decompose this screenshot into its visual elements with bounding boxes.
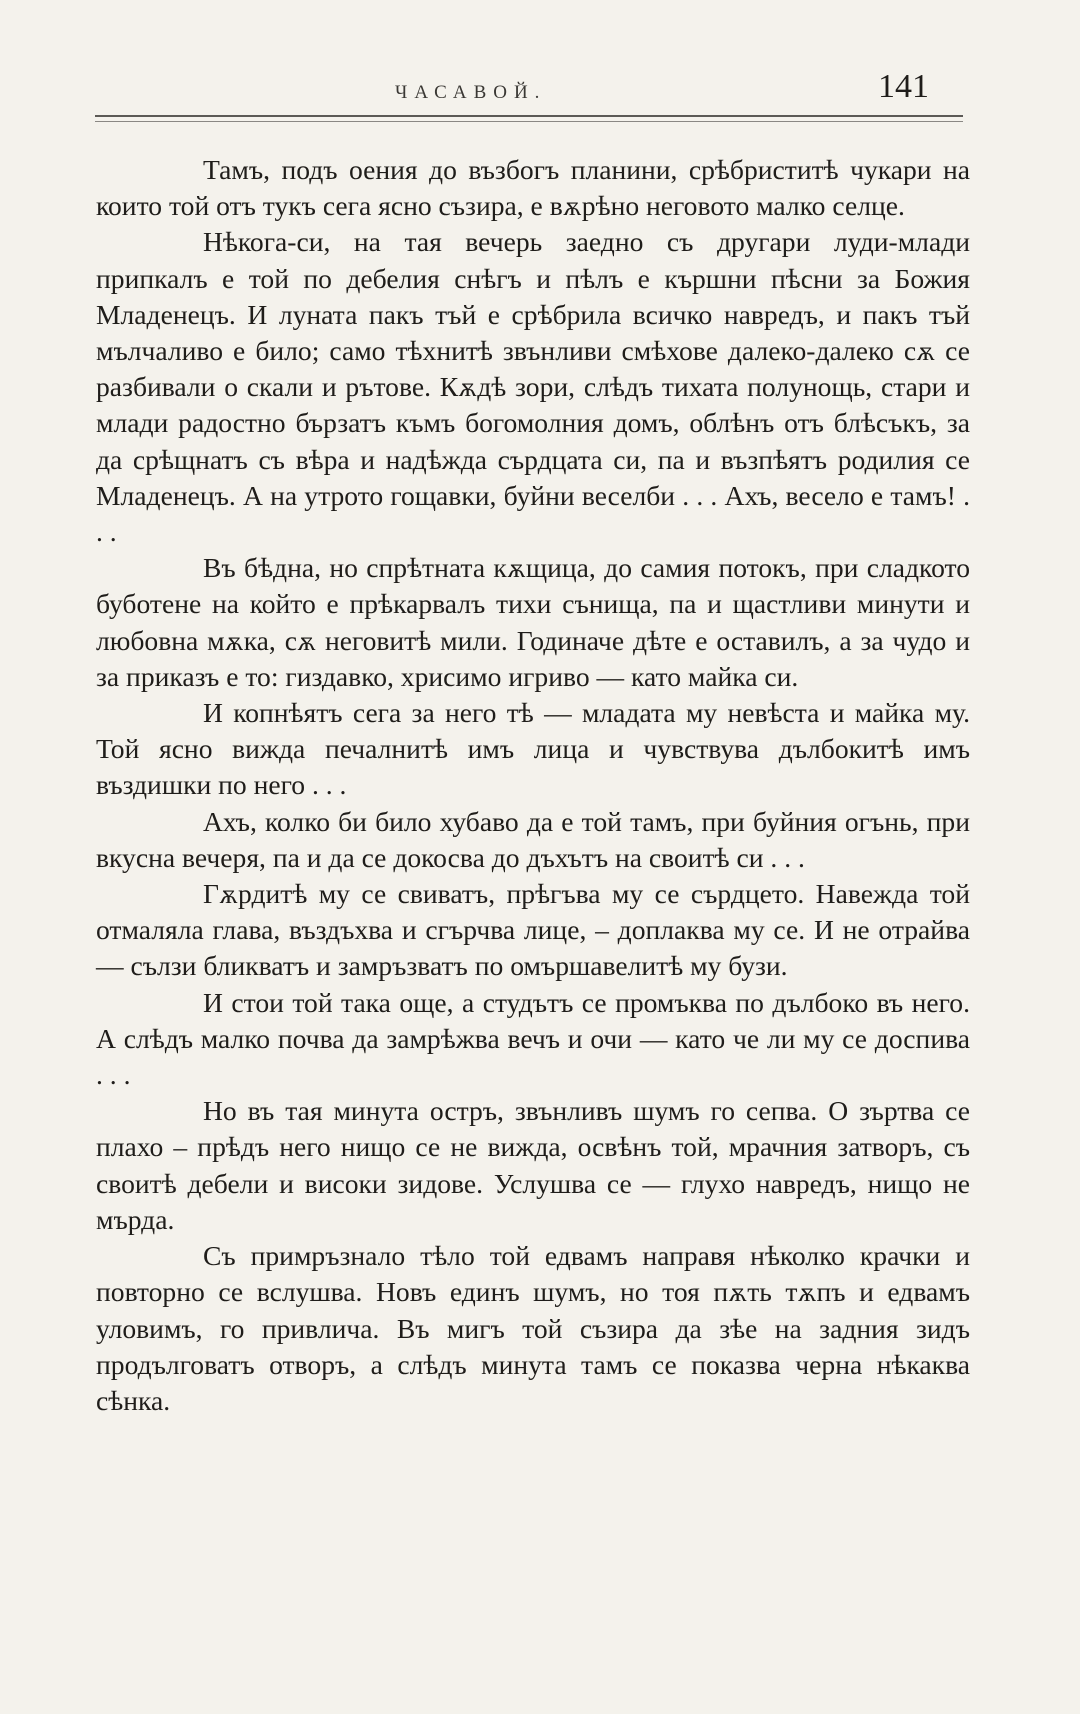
paragraph: Съ примръзнало тѣло той едвамъ направя нѣколко крачки и повторно се вслушва. Новъ единъ шумъ, но тоя пѫть тѫпъ и едвамъ уловимъ, го привлича. Въ мигъ той съзира да зѣе на задния зидъ продълговатъ отворъ, а слѣдъ минута тамъ се показва черна нѣкаква сѣнка. xyxy=(96,1240,970,1416)
paragraph: Ахъ, колко би било хубаво да е той тамъ, при буйния огънь, при вкусна вечеря, па и да се докосва до дъхътъ на своитѣ си . . . xyxy=(96,805,970,873)
header-rule-thin xyxy=(95,121,963,122)
paragraph: Но въ тая минута остръ, звънливъ шумъ го сепва. О зъртва се плахо – прѣдъ него нищо се не вижда, освѣнъ той, мрачния затворъ, съ своитѣ дебели и високи зидове. Услушва се — глухо навредъ, нищо не мърда. xyxy=(96,1095,970,1235)
running-header xyxy=(95,60,965,112)
paragraph: И стои той така още, а студътъ се промъква по дълбоко въ него. А слѣдъ малко почва да замрѣжва вечъ и очи — като че ли му се доспива . . . xyxy=(96,986,970,1091)
running-title: ЧАСАВОЙ. xyxy=(395,82,547,103)
paragraph: Нѣкога-си, на тая вечерь заедно съ другари луди-млади припкалъ е той по дебелия снѣгъ и пѣлъ е кършни пѣсни за Божия Младенецъ. И луната пакъ тъй е срѣбрила всичко навредъ, и пакъ тъй мълчаливо е било; само тѣхнитѣ звънливи смѣхове далеко-далеко сѫ се разбивали о скали и рътове. Кѫдѣ зори, слѣдъ тихата полунощь, стари и млади радостно бързатъ къмъ богомолния домъ, облѣнъ отъ блѣсъкъ, за да срѣщнатъ съ вѣра и надѣжда сърдцата си, па и възпѣятъ родилия се Младенецъ. А на утрото гощавки, буйни веселби . . . Ахъ, весело е тамъ! . . . xyxy=(96,226,970,548)
paragraph: Въ бѣдна, но спрѣтната кѫщица, до самия потокъ, при сладкото буботене на който е прѣкарвалъ тихи сънища, па и щастливи минути и любовна мѫка, сѫ неговитѣ мили. Годиначе дѣте е оставилъ, а за чудо и за приказъ е то: гиздавко, хрисимо игриво — като майка си. xyxy=(96,552,970,692)
page-number: 141 xyxy=(878,68,929,105)
header-rule xyxy=(95,115,963,117)
paragraph: Тамъ, подъ оения до възбогъ планини, срѣбриститѣ чукари на които той отъ тукъ сега ясно съзира, е вѫрѣно неговото малко селце. xyxy=(96,154,970,222)
paragraph: Гѫрдитѣ му се свиватъ, прѣгъва му се сърдцето. Навежда той отмаляла глава, въздъхва и сгърчва лице, – доплаква му се. И не отрайва — сълзи бликватъ и замръзватъ по омършавелитѣ му бузи. xyxy=(96,878,970,982)
body-text xyxy=(96,152,970,1419)
paragraph: И копнѣятъ сега за него тѣ — младата му невѣста и майка му. Той ясно вижда печалнитѣ имъ лица и чувствува дълбокитѣ имъ въздишки по него . . . xyxy=(96,697,970,801)
